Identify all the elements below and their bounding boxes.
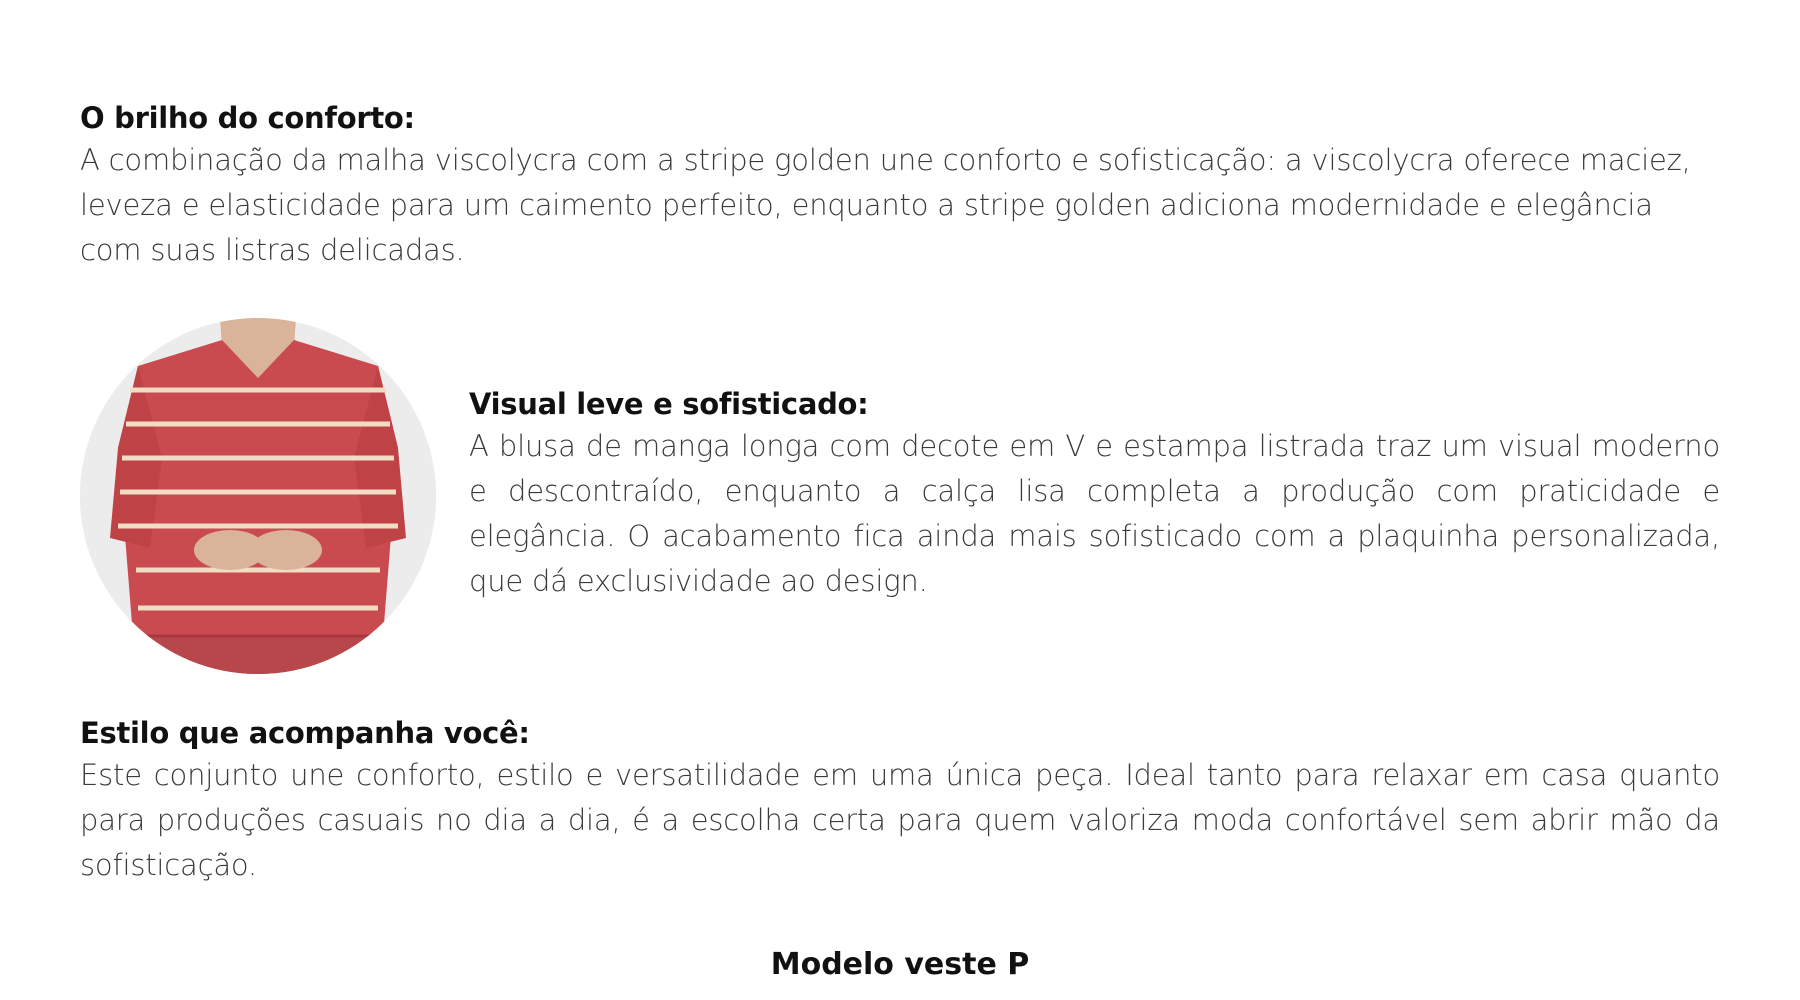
section-style <box>80 713 1720 888</box>
section-heading: Estilo que acompanha você: <box>80 716 530 750</box>
section-comfort <box>80 98 1720 273</box>
section-text: A blusa de manga longa com decote em V e estampa listrada traz um visual moderno e descontraído, enquanto a calça lisa completa a produção com praticidade e elegância. O acabamento fica ainda mais sofisticado com a plaquinha personalizada, que dá exclusividade ao design. <box>469 429 1720 598</box>
product-photo <box>80 318 436 674</box>
section-text: Este conjunto une conforto, estilo e versatilidade em uma única peça. Ideal tanto para relaxar em casa quanto para produções casuais no dia a dia, é a escolha certa para quem valoriza moda confortável sem abrir mão da sofisticação. <box>80 758 1720 882</box>
model-size-note: Modelo veste P <box>770 947 1030 982</box>
section-visual <box>469 384 1720 604</box>
section-heading: O brilho do conforto: <box>80 101 415 135</box>
model-wearing-striped-shirt-image <box>80 318 436 674</box>
section-text: A combinação da malha viscolycra com a stripe golden une conforto e sofisticação: a viscolycra oferece maciez, leveza e elasticidade para um caimento perfeito, enquanto a stripe golden adiciona modernidade e elegância com suas listras delicadas. <box>80 143 1691 267</box>
section-visual-wrapper <box>80 318 1720 674</box>
section-heading: Visual leve e sofisticado: <box>469 387 869 421</box>
